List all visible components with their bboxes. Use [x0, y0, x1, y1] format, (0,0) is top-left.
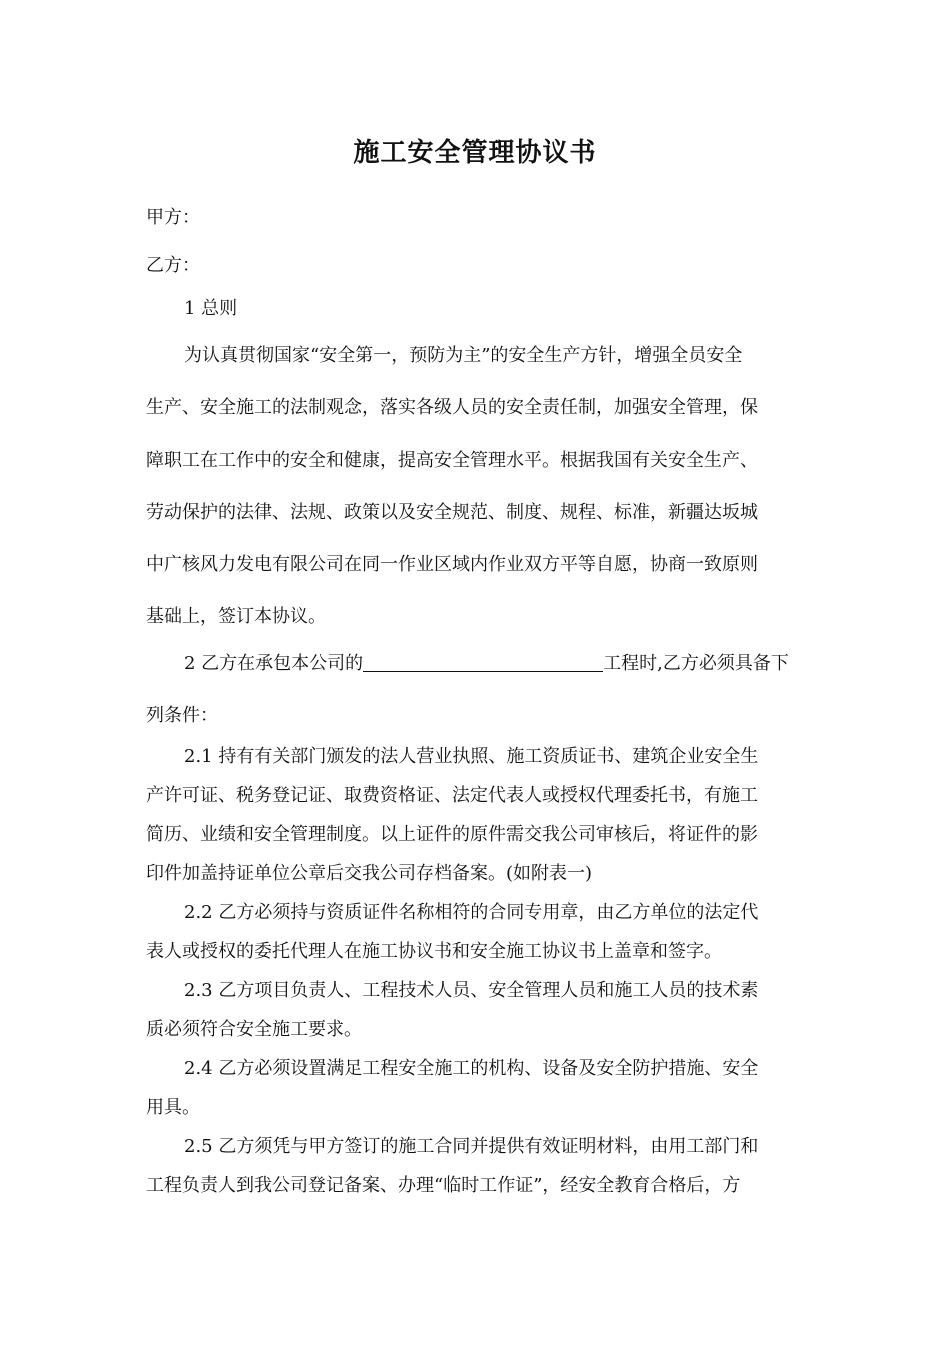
project-name-blank: [363, 653, 603, 672]
clause-2-1-line: 产许可证、税务登记证、取费资格证、法定代表人或授权代理委托书，有施工: [146, 785, 758, 806]
section-1-line: 基础上，签订本协议。: [146, 606, 326, 627]
clause-2-4-line: 2.4 乙方必须设置满足工程安全施工的机构、设备及安全防护措施、安全: [184, 1058, 759, 1079]
section-1-line: 劳动保护的法律、法规、政策以及安全规范、制度、规程、标准，新疆达坂城: [146, 502, 758, 523]
clause-2-3-line: 2.3 乙方项目负责人、工程技术人员、安全管理人员和施工人员的技术素: [184, 980, 759, 1001]
section-1-line: 障职工在工作中的安全和健康，提高安全管理水平。根据我国有关安全生产、: [146, 450, 758, 471]
party-b-label: 乙方：: [146, 255, 200, 276]
section-2-intro-text: 工程时,乙方必须具备下: [603, 653, 789, 674]
clause-2-5-line: 2.5 乙方须凭与甲方签订的施工合同并提供有效证明材料，由用工部门和: [184, 1136, 759, 1157]
clause-2-1-line: 印件加盖持证单位公章后交我公司存档备案。(如附表一): [146, 863, 593, 884]
clause-2-2-line: 表人或授权的委托代理人在施工协议书和安全施工协议书上盖章和签字。: [146, 941, 722, 962]
section-1-heading: 1 总则: [184, 298, 238, 319]
clause-2-2-line: 2.2 乙方必须持与资质证件名称相符的合同专用章，由乙方单位的法定代: [184, 902, 759, 923]
clause-2-1-line: 2.1 持有有关部门颁发的法人营业执照、施工资质证书、建筑企业安全生: [184, 746, 759, 767]
section-1-line: 为认真贯彻国家“安全第一，预防为主”的安全生产方针，增强全员安全: [184, 345, 743, 366]
section-1-line: 生产、安全施工的法制观念，落实各级人员的安全责任制，加强安全管理，保: [146, 397, 758, 418]
party-a-label: 甲方：: [146, 207, 200, 228]
section-1-line: 中广核风力发电有限公司在同一作业区域内作业双方平等自愿，协商一致原则: [146, 554, 758, 575]
section-2-intro-line2: 列条件：: [146, 705, 218, 726]
clause-2-4-line: 用具。: [146, 1097, 200, 1118]
clause-2-3-line: 质必须符合安全施工要求。: [146, 1019, 362, 1040]
clause-2-1-line: 简历、业绩和安全管理制度。以上证件的原件需交我公司审核后，将证件的影: [146, 824, 758, 845]
section-2-intro-text: 2 乙方在承包本公司的: [184, 653, 364, 674]
document-title: 施工安全管理协议书: [353, 138, 597, 168]
section-2-intro: [184, 652, 789, 676]
clause-2-5-line: 工程负责人到我公司登记备案、办理“临时工作证”，经安全教育合格后，方: [146, 1175, 741, 1196]
